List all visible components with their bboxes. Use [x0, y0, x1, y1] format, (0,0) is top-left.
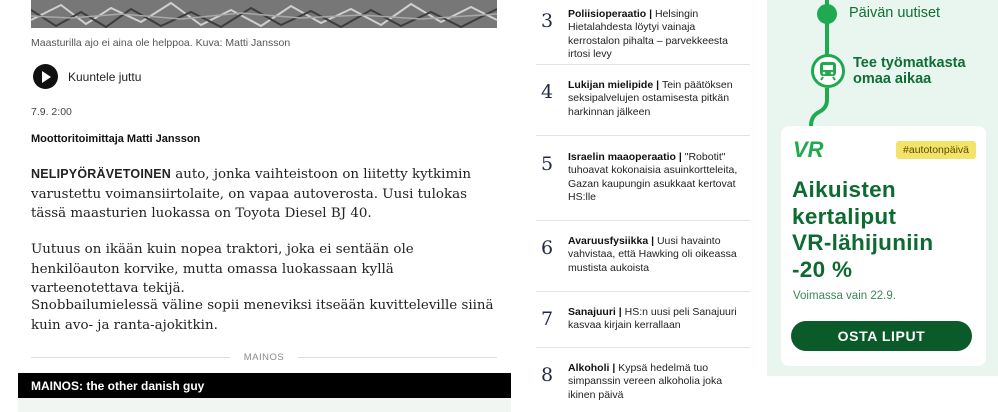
item-topic[interactable]: Poliisioperaatio — [568, 8, 647, 20]
listen-label[interactable]: Kuuntele juttu — [68, 69, 142, 84]
ad-body[interactable] — [18, 398, 511, 412]
item-headline[interactable]: Uusi havainto vahvistaa, että Hawking oli oikeassa mustista aukoista — [568, 235, 737, 274]
paragraph-1-text: auto, jonka vaihteistoon on liitetty kytkimin varustettu voimansiirtolaite, on vapaa autoverosta. Uusi tulokas tässä maasturien luokassa on Toyota Diesel BJ 40. — [31, 167, 472, 221]
item-text[interactable]: Israelin maaoperaatio | "Robotit" tuhoavat kokonaisia asuinkortteleita, Gazan kaupungin asukkaat kertovat HS:lle — [568, 151, 738, 203]
train-icon — [811, 54, 845, 88]
stop-dot-icon — [817, 4, 837, 24]
divider — [536, 347, 750, 348]
commute-line-2: omaa aikaa — [853, 71, 932, 87]
ad-divider — [31, 352, 497, 363]
commute-slogan — [853, 55, 966, 87]
offer-line-2: kertaliput — [792, 203, 897, 229]
list-item[interactable] — [536, 79, 750, 119]
item-topic[interactable]: Lukijan mielipide — [568, 79, 654, 91]
item-number: 7 — [541, 308, 554, 330]
hashtag-badge: #autotonpäivä — [896, 141, 976, 159]
article-photo — [31, 0, 497, 28]
paragraph-1 — [31, 165, 497, 224]
item-headline[interactable]: Helsingin Hietalahdesta löytyi vainaja kerrostalon pihalta – parvekkeesta irtosi levy — [568, 8, 728, 60]
list-item[interactable] — [536, 151, 750, 204]
listen-button[interactable] — [33, 64, 141, 89]
item-number: 4 — [541, 81, 554, 103]
offer-line-1: Aikuisten — [792, 177, 896, 202]
item-text[interactable]: Sanajuuri | HS:n uusi peli Sanajuuri kasvaa kirjain kerrallaan — [568, 306, 737, 332]
item-text[interactable]: Lukijan mielipide | Tein päätöksen seksipalvelujen ostamisesta pitkän harkinnan jälkeen — [568, 79, 733, 118]
item-text[interactable]: Avaruusfysiikka | Uusi havainto vahvistaa, että Hawking oli oikeassa mustista aukoista — [568, 235, 737, 274]
item-headline[interactable]: "Robotit" tuhoavat kokonaisia asuinkortteleita, Gazan kaupungin asukkaat kertovat HS:lle — [568, 151, 738, 203]
list-item[interactable] — [536, 8, 750, 61]
paragraph-3: Snobbailumielessä väline sopii meneviksi itseään kuvitteleville siinä kuin avo- ja ranta-ajokitkin. — [31, 298, 494, 333]
vr-logo-text: VR — [793, 138, 824, 160]
list-item[interactable] — [536, 306, 750, 333]
item-topic[interactable]: Avaruusfysiikka — [568, 235, 649, 247]
ad-divider-label: MAINOS — [243, 352, 285, 363]
item-headline[interactable]: HS:n uusi peli Sanajuuri kasvaa kirjain kerrallaan — [568, 306, 737, 332]
vr-sidebar-ad[interactable] — [767, 0, 998, 376]
item-topic[interactable]: Sanajuuri — [568, 306, 616, 318]
item-topic[interactable]: Israelin maaoperaatio — [568, 151, 676, 163]
item-number: 6 — [541, 237, 554, 259]
lead-word: NELIPYÖRÄVETOINEN — [31, 167, 171, 181]
article-author: Moottoritoimittaja Matti Jansson — [31, 133, 201, 145]
most-read-list — [536, 0, 750, 412]
divider — [536, 220, 750, 221]
offer-line-4: -20 % — [792, 256, 853, 282]
offer-headline — [792, 177, 982, 283]
item-number: 3 — [541, 10, 554, 32]
commute-line-1: Tee työmatkasta — [853, 55, 966, 71]
valid-until: Voimassa vain 22.9. — [793, 290, 896, 302]
play-icon[interactable] — [33, 64, 58, 89]
item-headline[interactable]: Kypsä hedelmä tuo simpanssin vereen alkoholia joka ikinen päivä — [568, 362, 723, 401]
offer-card[interactable] — [781, 126, 986, 366]
item-number: 8 — [541, 364, 554, 386]
item-headline[interactable]: Tein päätöksen seksipalvelujen ostamisesta pitkän harkinnan jälkeen — [568, 79, 733, 118]
stop-label: Päivän uutiset — [849, 5, 941, 21]
divider — [536, 64, 750, 65]
ad-bar[interactable]: MAINOS: the other danish guy — [18, 373, 511, 398]
list-item[interactable] — [536, 235, 750, 275]
paragraph-2: Uutuus on ikään kuin nopea traktori, joka ei sentään ole henkilöauton korvike, mutta omassa luokassaan kyllä varteenotettava tekijä. — [31, 242, 414, 296]
divider — [536, 135, 750, 136]
item-topic[interactable]: Alkoholi — [568, 362, 610, 374]
list-item[interactable] — [536, 362, 750, 402]
item-text[interactable]: Poliisioperaatio | Helsingin Hietalahdesta löytyi vainaja kerrostalon pihalta – parvekkeesta irtosi levy — [568, 8, 728, 60]
article-date: 7.9. 2:00 — [31, 106, 72, 118]
divider — [536, 291, 750, 292]
offer-line-3: VR-lähijuniin — [792, 230, 934, 255]
item-number: 5 — [541, 153, 554, 175]
photo-caption: Maasturilla ajo ei aina ole helppoa. Kuva: Matti Jansson — [31, 37, 291, 49]
vr-logo — [793, 138, 835, 165]
buy-tickets-button[interactable]: OSTA LIPUT — [791, 321, 972, 351]
item-text[interactable]: Alkoholi | Kypsä hedelmä tuo simpanssin vereen alkoholia joka ikinen päivä — [568, 362, 723, 401]
